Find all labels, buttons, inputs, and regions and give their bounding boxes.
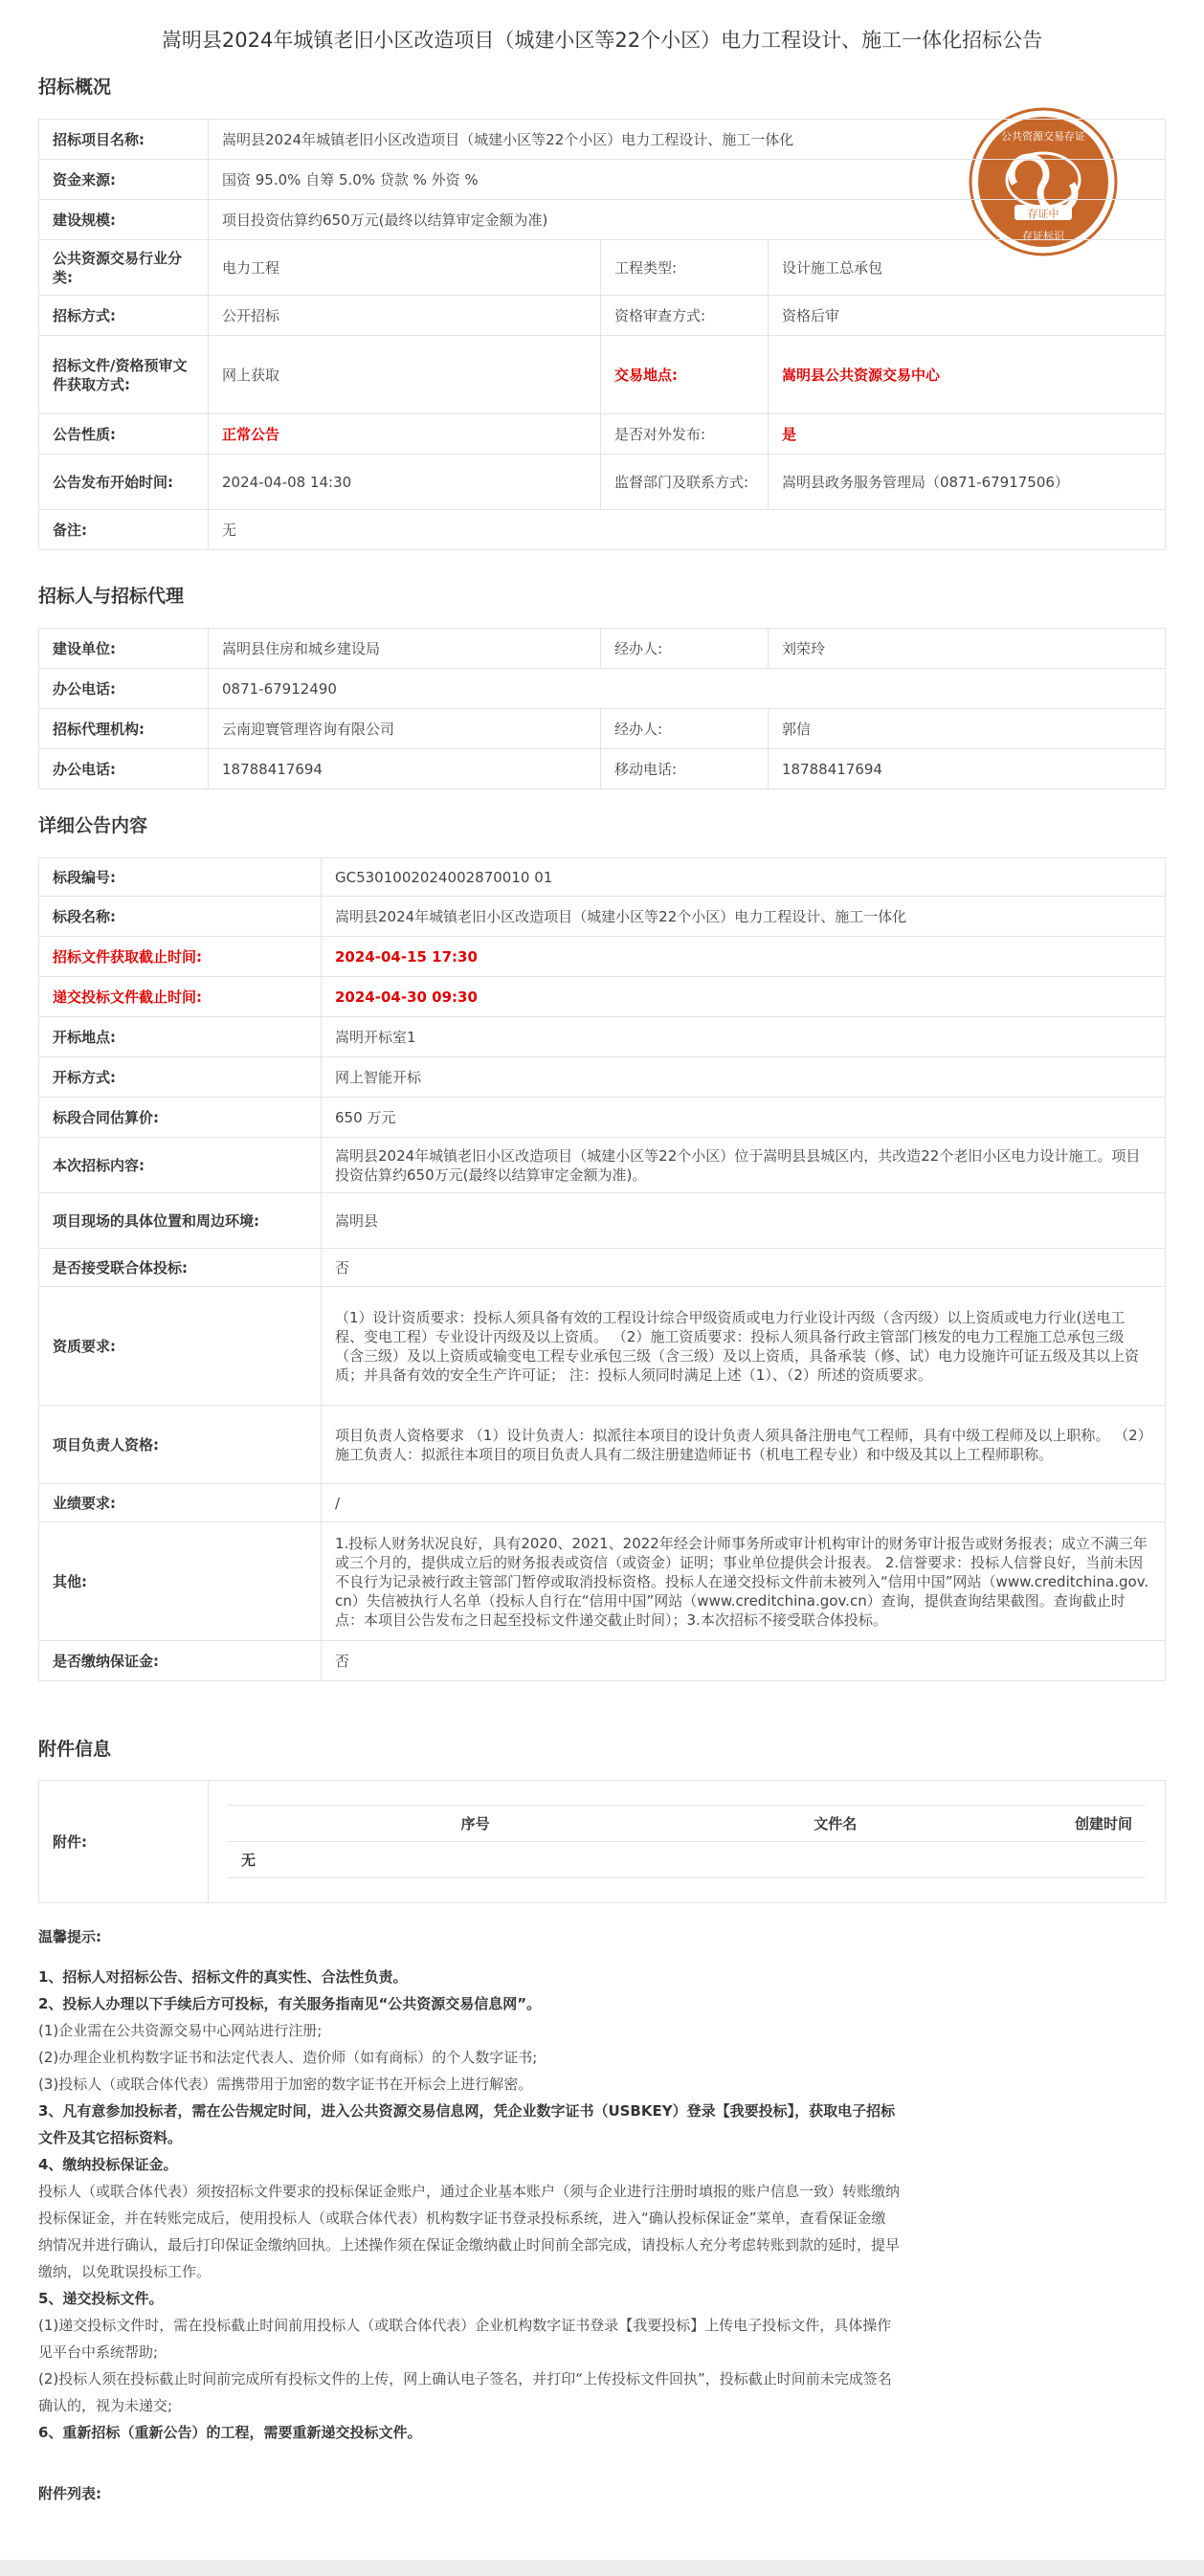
value-nature: 正常公告: [209, 414, 601, 455]
label-nature: 公告性质:: [39, 414, 209, 455]
label-fund-source: 资金来源:: [39, 160, 209, 200]
footer-bar: [0, 2560, 1204, 2576]
detail-label: 是否缴纳保证金:: [39, 1641, 322, 1681]
header-filename: 文件名: [503, 1806, 871, 1842]
label-project-type: 工程类型:: [601, 240, 769, 296]
detail-value: 否: [322, 1641, 1166, 1681]
label-method: 招标方式:: [39, 296, 209, 336]
section-title-parties: 招标人与招标代理: [38, 586, 185, 607]
label-supervisor: 监督部门及联系方式:: [601, 455, 769, 510]
tips-line: 4、缴纳投标保证金。: [38, 2156, 178, 2173]
detail-label: 其他:: [39, 1522, 322, 1641]
label-owner-person: 经办人:: [601, 629, 769, 669]
header-created: 创建时间: [870, 1806, 1146, 1842]
detail-value: 嵩明县: [322, 1193, 1166, 1249]
tips-line: (1)企业需在公共资源交易中心网站进行注册;: [38, 2022, 323, 2039]
detail-row: [39, 858, 1166, 897]
value-project-name: 嵩明县2024年城镇老旧小区改造项目（城建小区等22个小区）电力工程设计、施工一体化: [209, 120, 1166, 160]
attachments-inner-table: [228, 1805, 1146, 1878]
detail-value: 650 万元: [322, 1098, 1166, 1138]
section-title-overview: 招标概况: [38, 77, 112, 98]
label-scale: 建设规模:: [39, 200, 209, 240]
tips-line: (3)投标人（或联合体代表）需携带用于加密的数字证书在开标会上进行解密。: [38, 2076, 533, 2093]
label-review: 资格审查方式:: [601, 296, 769, 336]
detail-row: [39, 897, 1166, 937]
detail-row: [39, 1406, 1166, 1484]
detail-row: [39, 1641, 1166, 1681]
section-title-attachments: 附件信息: [38, 1739, 112, 1760]
label-external: 是否对外发布:: [601, 414, 769, 455]
detail-label: 递交投标文件截止时间:: [39, 977, 322, 1017]
detail-row: [39, 1017, 1166, 1057]
detail-label: 项目负责人资格:: [39, 1406, 322, 1484]
value-external: 是: [769, 414, 1166, 455]
detail-value: /: [322, 1484, 1166, 1522]
value-agency: 云南迎寰管理咨询有限公司: [209, 709, 601, 749]
value-publish-time: 2024-04-08 14:30: [209, 455, 601, 510]
detail-row: [39, 1057, 1166, 1098]
detail-value: 网上智能开标: [322, 1057, 1166, 1098]
svg-text:存证标识: 存证标识: [1022, 230, 1064, 242]
detail-row: [39, 1193, 1166, 1249]
detail-row: [39, 1138, 1166, 1193]
detail-value: 否: [322, 1249, 1166, 1287]
detail-label: 标段名称:: [39, 897, 322, 937]
detail-row: [39, 1522, 1166, 1641]
label-agency-person: 经办人:: [601, 709, 769, 749]
tips-line: (2)办理企业机构数字证书和法定代表人、造价师（如有商标）的个人数字证书;: [38, 2049, 538, 2066]
overview-table: [38, 119, 1166, 550]
detail-value: 嵩明县2024年城镇老旧小区改造项目（城建小区等22个小区）电力工程设计、施工一体化: [322, 897, 1166, 937]
value-category: 电力工程: [209, 240, 601, 296]
label-agency-phone: 办公电话:: [39, 749, 209, 789]
value-supervisor: 嵩明县政务服务管理局（0871-67917506）: [769, 455, 1166, 510]
label-venue: 交易地点:: [601, 336, 769, 414]
attachments-table: [38, 1780, 1166, 1903]
tips-block: [38, 1923, 900, 2507]
detail-value: 嵩明开标室1: [322, 1017, 1166, 1057]
detail-label: 标段编号:: [39, 858, 322, 897]
page-title: 嵩明县2024年城镇老旧小区改造项目（城建小区等22个小区）电力工程设计、施工一体化招标公告: [161, 29, 1043, 52]
detail-value: 1.投标人财务状况良好，具有2020、2021、2022年经会计师事务所或审计机构审计的财务审计报告或财务报表；成立不满三年或三个月的，提供成立后的财务报表或资信（或资金）证明；事业单位提供会计报表。 2.信誉要求：投标人信誉良好，当前未因不良行为记录被行政主管部门暂停或取消投标资格。投标人在递交投标文件前未被列入“信用中国”网站（www.creditchina.gov.cn）失信被执行人名单（投标人自行在“信用中国”网站（www.creditchina.gov.cn）查询，提供查询结果截图。查询截止时点：本项目公告发布之日起至投标文件递交截止时间）；3.本次招标不接受联合体投标。: [322, 1522, 1166, 1641]
label-publish-time: 公告发布开始时间:: [39, 455, 209, 510]
header-index: 序号: [228, 1806, 503, 1842]
detail-value: 项目负责人资格要求 （1）设计负责人：拟派往本项目的设计负责人须具备注册电气工程师，具有中级工程师及以上职称。 （2）施工负责人：拟派往本项目的项目负责人具有二级注册建造师证书（机电工程专业）和中级及其以上工程师职称。: [322, 1406, 1166, 1484]
label-office-phone: 办公电话:: [39, 669, 209, 709]
value-fund-source: 国资 95.0% 自筹 5.0% 贷款 % 外资 %: [209, 160, 1166, 200]
value-owner-person: 刘荣玲: [769, 629, 1166, 669]
detail-label: 业绩要求:: [39, 1484, 322, 1522]
label-mobile: 移动电话:: [601, 749, 769, 789]
detail-value: 2024-04-30 09:30: [322, 977, 1166, 1017]
tips-line: 5、递交投标文件。: [38, 2290, 164, 2307]
detail-row: [39, 1484, 1166, 1522]
detail-row: [39, 977, 1166, 1017]
tips-line: (2)投标人须在投标截止时间前完成所有投标文件的上传，网上确认电子签名，并打印“上传投标文件回执”，投标截止时间前未完成签名确认的，视为未递交;: [38, 2370, 892, 2414]
value-doc-get: 网上获取: [209, 336, 601, 414]
detail-label: 开标地点:: [39, 1017, 322, 1057]
svg-text:存证中: 存证中: [1027, 208, 1059, 220]
detail-value: 2024-04-15 17:30: [322, 937, 1166, 977]
value-office-phone: 0871-67912490: [209, 669, 1166, 709]
label-agency: 招标代理机构:: [39, 709, 209, 749]
value-method: 公开招标: [209, 296, 601, 336]
tips-heading: 温馨提示:: [38, 1928, 101, 1945]
value-mobile: 18788417694: [769, 749, 1166, 789]
label-attachments: 附件:: [39, 1781, 209, 1903]
attachments-list-label: 附件列表:: [38, 2485, 101, 2502]
value-agency-person: 郭信: [769, 709, 1166, 749]
label-owner: 建设单位:: [39, 629, 209, 669]
section-title-detail: 详细公告内容: [38, 815, 148, 836]
detail-row: [39, 1098, 1166, 1138]
tips-line: 2、投标人办理以下手续后方可投标，有关服务指南见“公共资源交易信息网”。: [38, 1995, 542, 2012]
value-project-type: 设计施工总承包: [769, 240, 1166, 296]
detail-row: [39, 937, 1166, 977]
tips-line: 1、招标人对招标公告、招标文件的真实性、合法性负责。: [38, 1968, 408, 1986]
tips-line: 投标人（或联合体代表）须按招标文件要求的投标保证金账户，通过企业基本账户（须与企业进行注册时填报的账户信息一致）转账缴纳投标保证金，并在转账完成后，使用投标人（或联合体代表）机构数字证书登录投标系统，进入“确认投标保证金”菜单，查看保证金缴纳情况并进行确认，最后打印保证金缴纳回执。上述操作须在保证金缴纳截止时间前全部完成，请投标人充分考虑转账到款的延时，提早缴纳，以免耽误投标工作。: [38, 2183, 901, 2280]
value-owner: 嵩明县住房和城乡建设局: [209, 629, 601, 669]
detail-value: GC5301002024002870010 01: [322, 858, 1166, 897]
tips-line: 6、重新招标（重新公告）的工程，需要重新递交投标文件。: [38, 2424, 422, 2441]
detail-label: 招标文件获取截止时间:: [39, 937, 322, 977]
parties-table: [38, 628, 1166, 789]
detail-value: 嵩明县2024年城镇老旧小区改造项目（城建小区等22个小区）位于嵩明县县城区内，共改造22个老旧小区电力设计施工。项目投资估算约650万元(最终以结算审定金额为准)。: [322, 1138, 1166, 1193]
detail-label: 项目现场的具体位置和周边环境:: [39, 1193, 322, 1249]
detail-value: （1）设计资质要求：投标人须具备有效的工程设计综合甲级资质或电力行业设计丙级（含丙级）以上资质或电力行业(送电工程、变电工程）专业设计丙级及以上资质。 （2）施工资质要求：投标人须具备行政主管部门核发的电力工程施工总承包三级（含三级）及以上资质或输变电工程专业承包三级（含三级）及以上资质，具备承装（修、试）电力设施许可证五级及其以上资质；并具备有效的安全生产许可证； 注：投标人须同时满足上述（1）、（2）所述的资质要求。: [322, 1287, 1166, 1406]
detail-label: 资质要求:: [39, 1287, 322, 1406]
label-category: 公共资源交易行业分类:: [39, 240, 209, 296]
tips-line: (1)递交投标文件时，需在投标截止时间前用投标人（或联合体代表）企业机构数字证书登录【我要投标】上传电子投标文件，具体操作见平台中系统帮助;: [38, 2317, 892, 2361]
value-agency-phone: 18788417694: [209, 749, 601, 789]
label-doc-get: 招标文件/资格预审文件获取方式:: [39, 336, 209, 414]
detail-label: 开标方式:: [39, 1057, 322, 1098]
tips-line: 3、凡有意参加投标者，需在公告规定时间，进入公共资源交易信息网，凭企业数字证书（USBKEY）登录【我要投标】，获取电子招标文件及其它招标资料。: [38, 2102, 896, 2146]
svg-text:公共资源交易存证: 公共资源交易存证: [1001, 130, 1085, 143]
detail-row: [39, 1287, 1166, 1406]
detail-row: [39, 1249, 1166, 1287]
value-venue: 嵩明县公共资源交易中心: [769, 336, 1166, 414]
detail-label: 本次招标内容:: [39, 1138, 322, 1193]
value-remark: 无: [209, 510, 1166, 550]
detail-label: 是否接受联合体投标:: [39, 1249, 322, 1287]
value-review: 资格后审: [769, 296, 1166, 336]
detail-label: 标段合同估算价:: [39, 1098, 322, 1138]
detail-table: [38, 857, 1166, 1681]
attachments-empty: 无: [228, 1842, 1146, 1878]
value-scale: 项目投资估算约650万元(最终以结算审定金额为准): [209, 200, 1166, 240]
label-remark: 备注:: [39, 510, 209, 550]
label-project-name: 招标项目名称:: [39, 120, 209, 160]
